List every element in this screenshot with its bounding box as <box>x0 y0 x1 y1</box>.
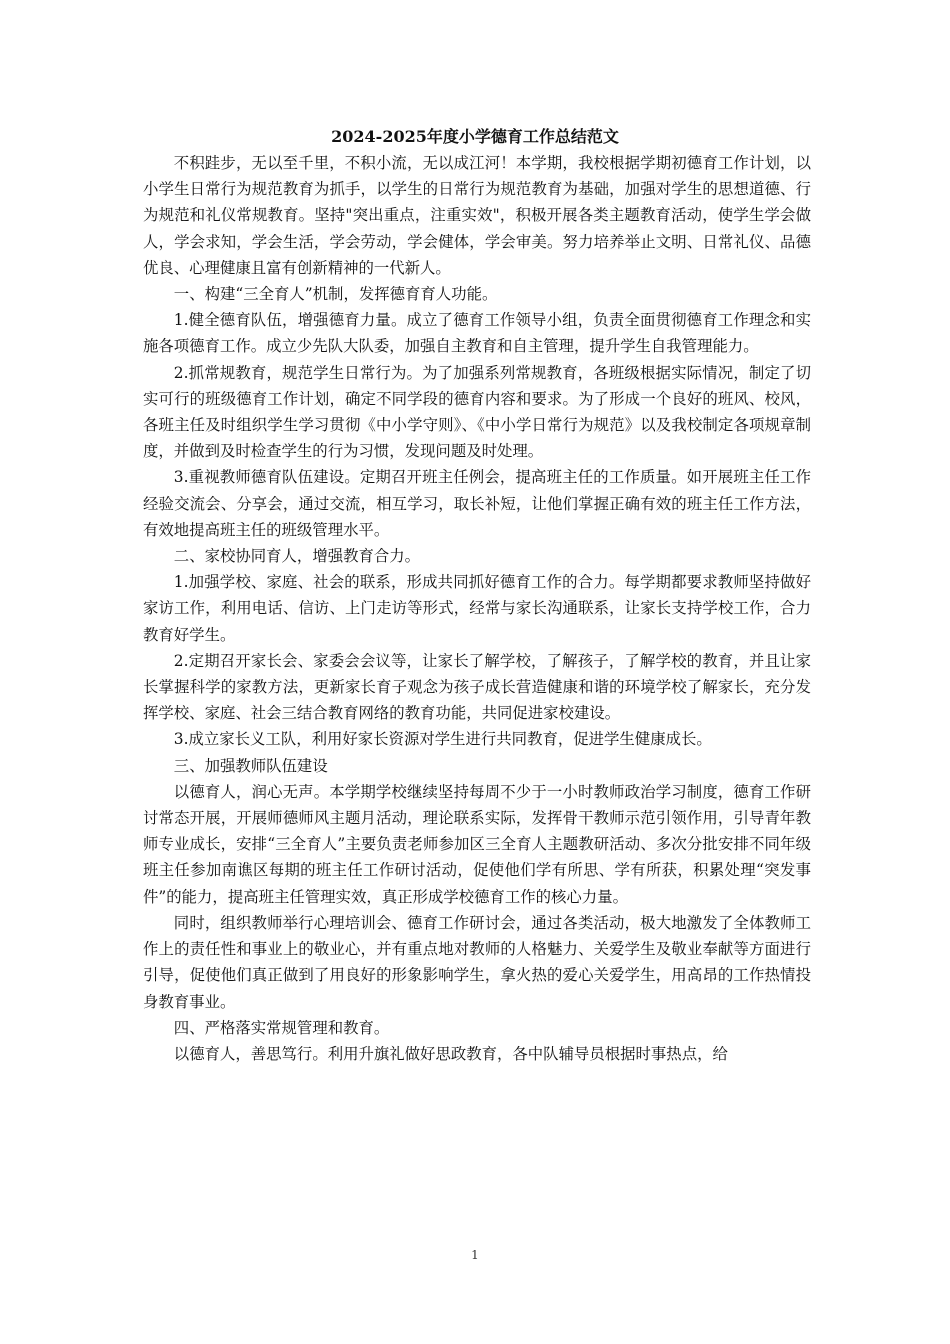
paragraph-intro: 不积跬步，无以至千里，不积小流，无以成江河！本学期，我校根据学期初德育工作计划，以小学生日常行为规范教育为抓手，以学生的日常行为规范教育为基础，加强对学生的思想道德、行为规范和礼仪常规教育。坚持"突出重点，注重实效"，积极开展各类主题教育活动，使学生学会做人，学会求知，学会生活，学会劳动，学会健体，学会审美。努力培养举止文明、日常礼仪、品德优良、心理健康且富有创新精神的一代新人。 <box>143 154 811 277</box>
section-heading-2: 二、家校协同育人，增强教育合力。 <box>173 547 421 566</box>
paragraph-2-3: 3.成立家长义工队，利用好家长资源对学生进行共同教育，促进学生健康成长。 <box>173 730 712 749</box>
page-number: 1 <box>471 1248 479 1262</box>
section-heading-4: 四、严格落实常规管理和教育。 <box>173 1018 390 1037</box>
section-heading-1: 一、构建“三全育人”机制，发挥德育育人功能。 <box>173 285 498 304</box>
document-body <box>143 150 811 1067</box>
paragraph-1-1: 1.健全德育队伍，增强德育力量。成立了德育工作领导小组，负责全面贯彻德育工作理念和实施各项德育工作。成立少先队大队委，加强自主教育和自主管理，提升学生自我管理能力。 <box>143 311 811 356</box>
paragraph-1-2: 2.抓常规教育，规范学生日常行为。为了加强系列常规教育，各班级根据实际情况，制定了切实可行的班级德育工作计划，确定不同学段的德育内容和要求。为了形成一个良好的班风、校风，各班主任及时组织学生学习贯彻《中小学守则》、《中小学日常行为规范》以及我校制定各项规章制度，并做到及时检查学生的行为习惯，发现问题及时处理。 <box>143 363 811 461</box>
document-title: 2024-2025年度小学德育工作总结范文 <box>331 127 619 146</box>
paragraph-2-1: 1.加强学校、家庭、社会的联系，形成共同抓好德育工作的合力。每学期都要求教师坚持做好家访工作，利用电话、信访、上门走访等形式，经常与家长沟通联系，让家长支持学校工作，合力教育好学生。 <box>143 573 811 644</box>
paragraph-3-2: 同时，组织教师举行心理培训会、德育工作研讨会，通过各类活动，极大地激发了全体教师工作上的责任性和事业上的敬业心，并有重点地对教师的人格魅力、关爱学生及敬业奉献等方面进行引导，促使他们真正做到了用良好的形象影响学生，拿火热的爱心关爱学生，用高昂的工作热情投身教育事业。 <box>143 913 811 1011</box>
paragraph-2-2: 2.定期召开家长会、家委会会议等，让家长了解学校，了解孩子，了解学校的教育，并且让家长掌握科学的家教方法，更新家长育子观念为孩子成长营造健康和谐的环境学校了解家长，充分发挥学校、家庭、社会三结合教育网络的教育功能，共同促进家校建设。 <box>143 651 811 723</box>
paragraph-4-1: 以德育人，善思笃行。利用升旗礼做好思政教育，各中队辅导员根据时事热点，给 <box>173 1044 728 1063</box>
paragraph-3-1: 以德育人，润心无声。本学期学校继续坚持每周不少于一小时教师政治学习制度，德育工作研讨常态开展，开展师德师风主题月活动，理论联系实际，发挥骨干教师示范引领作用，引导青年教师专业成长，安排“三全育人”主要负责老师参加区三全育人主题教研活动、多次分批安排不同年级班主任参加南谯区每期的班主任工作研讨活动，促使他们学有所思、学有所获，积累处理“突发事件”的能力，提高班主任管理实效，真正形成学校德育工作的核心力量。 <box>143 782 811 906</box>
section-heading-3: 三、加强教师队伍建设 <box>173 756 328 775</box>
paragraph-1-3: 3.重视教师德育队伍建设。定期召开班主任例会，提高班主任的工作质量。如开展班主任工作经验交流会、分享会，通过交流，相互学习，取长补短，让他们掌握正确有效的班主任工作方法，有效地提高班主任的班级管理水平。 <box>143 468 811 539</box>
